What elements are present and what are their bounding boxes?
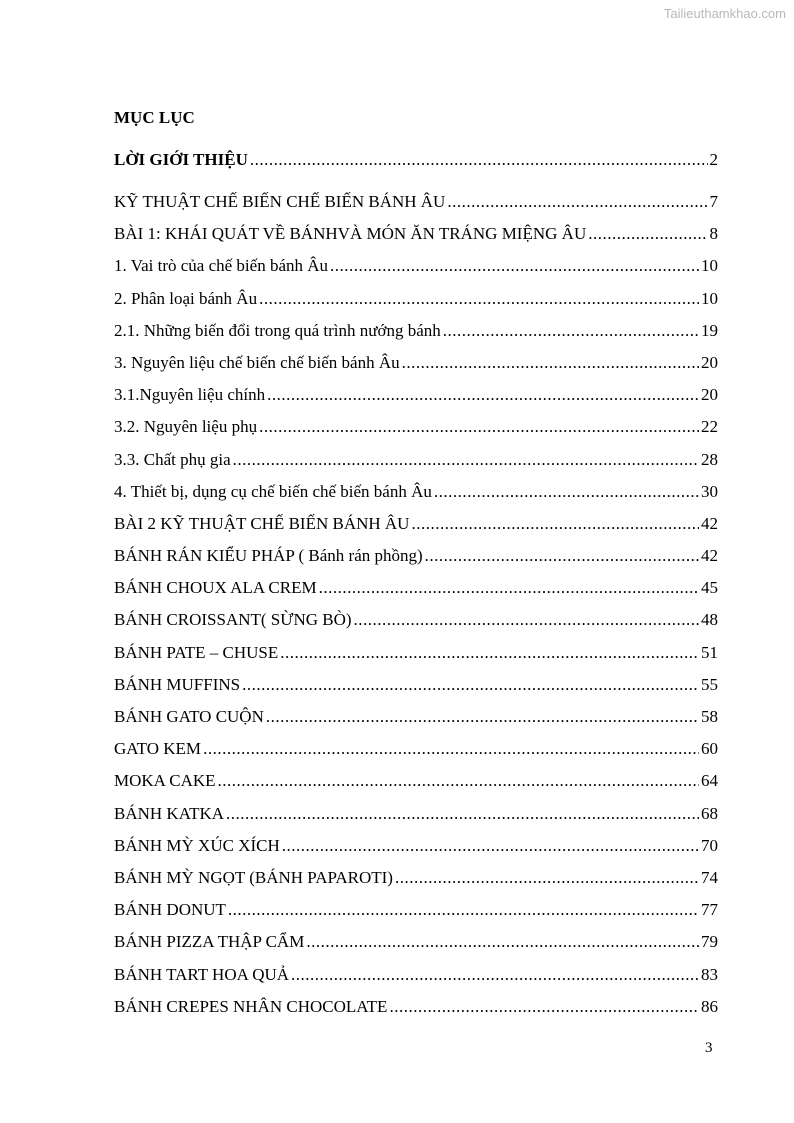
table-of-contents <box>114 148 718 1027</box>
dot-leader <box>443 319 699 343</box>
watermark: Tailieuthamkhao.com <box>663 6 786 21</box>
toc-entry-title: KỸ THUẬT CHẾ BIẾN CHẾ BIẾN BÁNH ÂU <box>114 192 446 211</box>
dot-leader <box>425 544 699 568</box>
toc-entry-title: 2.1. Những biến đổi trong quá trình nướng bánh <box>114 320 441 340</box>
dot-leader <box>242 673 699 697</box>
toc-entry-page: 42 <box>701 546 718 566</box>
toc-entry-page: 64 <box>701 771 718 791</box>
toc-entry-page: 86 <box>701 996 718 1016</box>
dot-leader <box>233 448 699 472</box>
dot-leader <box>267 383 699 407</box>
toc-entry-page: 55 <box>701 674 718 694</box>
toc-entry[interactable] <box>114 222 718 246</box>
toc-entry-title: BÁNH RÁN KIỂU PHÁP ( Bánh rán phồng) <box>114 546 423 566</box>
toc-entry-title: 3.1.Nguyên liệu chính <box>114 385 266 405</box>
toc-entry-title: BÁNH MUFFINS <box>114 674 241 694</box>
toc-entry-title: BÁNH TART HOA QUẢ <box>114 964 290 984</box>
dot-leader <box>389 995 699 1019</box>
toc-entry-page: 70 <box>701 835 718 855</box>
toc-entry[interactable] <box>114 576 718 600</box>
toc-heading: MỤC LỤC <box>114 108 195 127</box>
toc-entry-page: 58 <box>701 707 718 726</box>
dot-leader <box>291 963 699 987</box>
toc-entry-title: BÁNH KATKA <box>114 803 225 823</box>
toc-entry-title: BÁNH MỲ NGỌT (BÁNH PAPAROTI) <box>114 867 393 887</box>
toc-entry-page: 68 <box>701 803 718 823</box>
dot-leader <box>588 222 707 246</box>
toc-entry[interactable] <box>114 190 718 214</box>
toc-entry-title: BÁNH DONUT <box>114 900 226 920</box>
toc-entry[interactable] <box>114 383 718 407</box>
dot-leader <box>411 512 699 536</box>
toc-entry-title: BÁNH CROISSANT( SỪNG BÒ) <box>114 610 352 630</box>
dot-leader <box>402 351 699 375</box>
toc-entry[interactable] <box>114 705 718 729</box>
toc-entry-page: 42 <box>701 513 718 533</box>
toc-entry[interactable] <box>114 608 718 632</box>
toc-entry-page: 83 <box>701 964 718 984</box>
dot-leader <box>226 802 699 826</box>
toc-entry[interactable] <box>114 802 718 826</box>
dot-leader <box>434 480 699 504</box>
toc-entry-title: BÁNH CHOUX ALA CREM <box>114 578 317 598</box>
toc-entry[interactable] <box>114 769 718 793</box>
dot-leader <box>259 287 699 311</box>
dot-leader <box>354 608 699 632</box>
toc-entry[interactable] <box>114 834 718 858</box>
dot-leader <box>259 415 699 439</box>
toc-entry-page: 30 <box>701 481 718 501</box>
toc-entry-title: BÀI 2 KỸ THUẬT CHẾ BIẾN BÁNH ÂU <box>114 513 410 533</box>
dot-leader <box>218 769 699 793</box>
toc-entry[interactable] <box>114 512 718 536</box>
toc-entry-title: 2. Phân loại bánh Âu <box>114 288 258 308</box>
toc-entry-page: 79 <box>701 932 718 952</box>
toc-entry[interactable] <box>114 319 718 343</box>
toc-entry-title: GATO KEM <box>114 739 202 759</box>
dot-leader <box>395 866 699 890</box>
toc-entry[interactable] <box>114 544 718 568</box>
toc-entry-page: 20 <box>701 352 718 372</box>
toc-entry-page: 22 <box>701 417 718 437</box>
toc-entry-title: BÁNH MỲ XÚC XÍCH <box>114 835 280 855</box>
toc-entry-title: BÁNH GATO CUỘN <box>114 707 264 726</box>
toc-entry[interactable] <box>114 351 718 375</box>
toc-entry[interactable] <box>114 898 718 922</box>
toc-entry-page: 7 <box>709 192 718 211</box>
toc-entry-title: LỜI GIỚI THIỆU <box>114 150 248 169</box>
toc-entry[interactable] <box>114 287 718 311</box>
toc-entry[interactable] <box>114 866 718 890</box>
page-number: 3 <box>705 1040 713 1056</box>
toc-entry[interactable] <box>114 480 718 504</box>
toc-entry-page: 10 <box>701 288 718 308</box>
toc-entry-title: 3.3. Chất phụ gia <box>114 449 231 469</box>
toc-entry-page: 77 <box>701 900 718 920</box>
toc-entry-page: 60 <box>701 739 718 759</box>
dot-leader <box>447 190 707 214</box>
toc-entry[interactable] <box>114 254 718 278</box>
toc-entry[interactable] <box>114 641 718 665</box>
toc-entry[interactable] <box>114 148 718 172</box>
dot-leader <box>228 898 699 922</box>
dot-leader <box>319 576 699 600</box>
toc-entry[interactable] <box>114 995 718 1019</box>
dot-leader <box>306 930 699 954</box>
toc-entry-page: 10 <box>701 256 718 276</box>
toc-entry-title: 3.2. Nguyên liệu phụ <box>114 417 258 437</box>
toc-entry[interactable] <box>114 673 718 697</box>
toc-entry-title: BÀI 1: KHÁI QUÁT VỀ BÁNHVÀ MÓN ĂN TRÁNG MIỆNG ÂU <box>114 224 587 244</box>
toc-entry-title: 4. Thiết bị, dụng cụ chế biến chế biến bánh Âu <box>114 481 432 501</box>
toc-entry-page: 20 <box>701 385 718 405</box>
toc-entry-page: 8 <box>709 224 718 244</box>
toc-entry-page: 2 <box>709 150 718 169</box>
toc-entry[interactable] <box>114 415 718 439</box>
toc-entry-title: BÁNH PIZZA THẬP CẨM <box>114 932 305 952</box>
toc-entry-page: 74 <box>701 867 718 887</box>
toc-entry-title: 3. Nguyên liệu chế biến chế biến bánh Âu <box>114 352 400 372</box>
toc-entry[interactable] <box>114 930 718 954</box>
toc-entry-page: 45 <box>701 578 718 598</box>
toc-entry[interactable] <box>114 963 718 987</box>
toc-entry-title: BÁNH PATE – CHUSE <box>114 642 279 662</box>
toc-entry-page: 19 <box>701 320 718 340</box>
toc-entry-page: 28 <box>701 449 718 469</box>
dot-leader <box>266 705 699 729</box>
toc-entry[interactable] <box>114 737 718 761</box>
toc-entry-page: 48 <box>701 610 718 630</box>
toc-entry[interactable] <box>114 448 718 472</box>
dot-leader <box>282 834 699 858</box>
dot-leader <box>250 148 708 172</box>
dot-leader <box>203 737 699 761</box>
dot-leader <box>280 641 699 665</box>
toc-entry-title: MOKA CAKE <box>114 771 216 791</box>
toc-entry-page: 51 <box>701 642 718 662</box>
dot-leader <box>330 254 699 278</box>
toc-entry-title: BÁNH CREPES NHÂN CHOCOLATE <box>114 996 388 1016</box>
toc-entry-title: 1. Vai trò của chế biến bánh Âu <box>114 256 329 276</box>
